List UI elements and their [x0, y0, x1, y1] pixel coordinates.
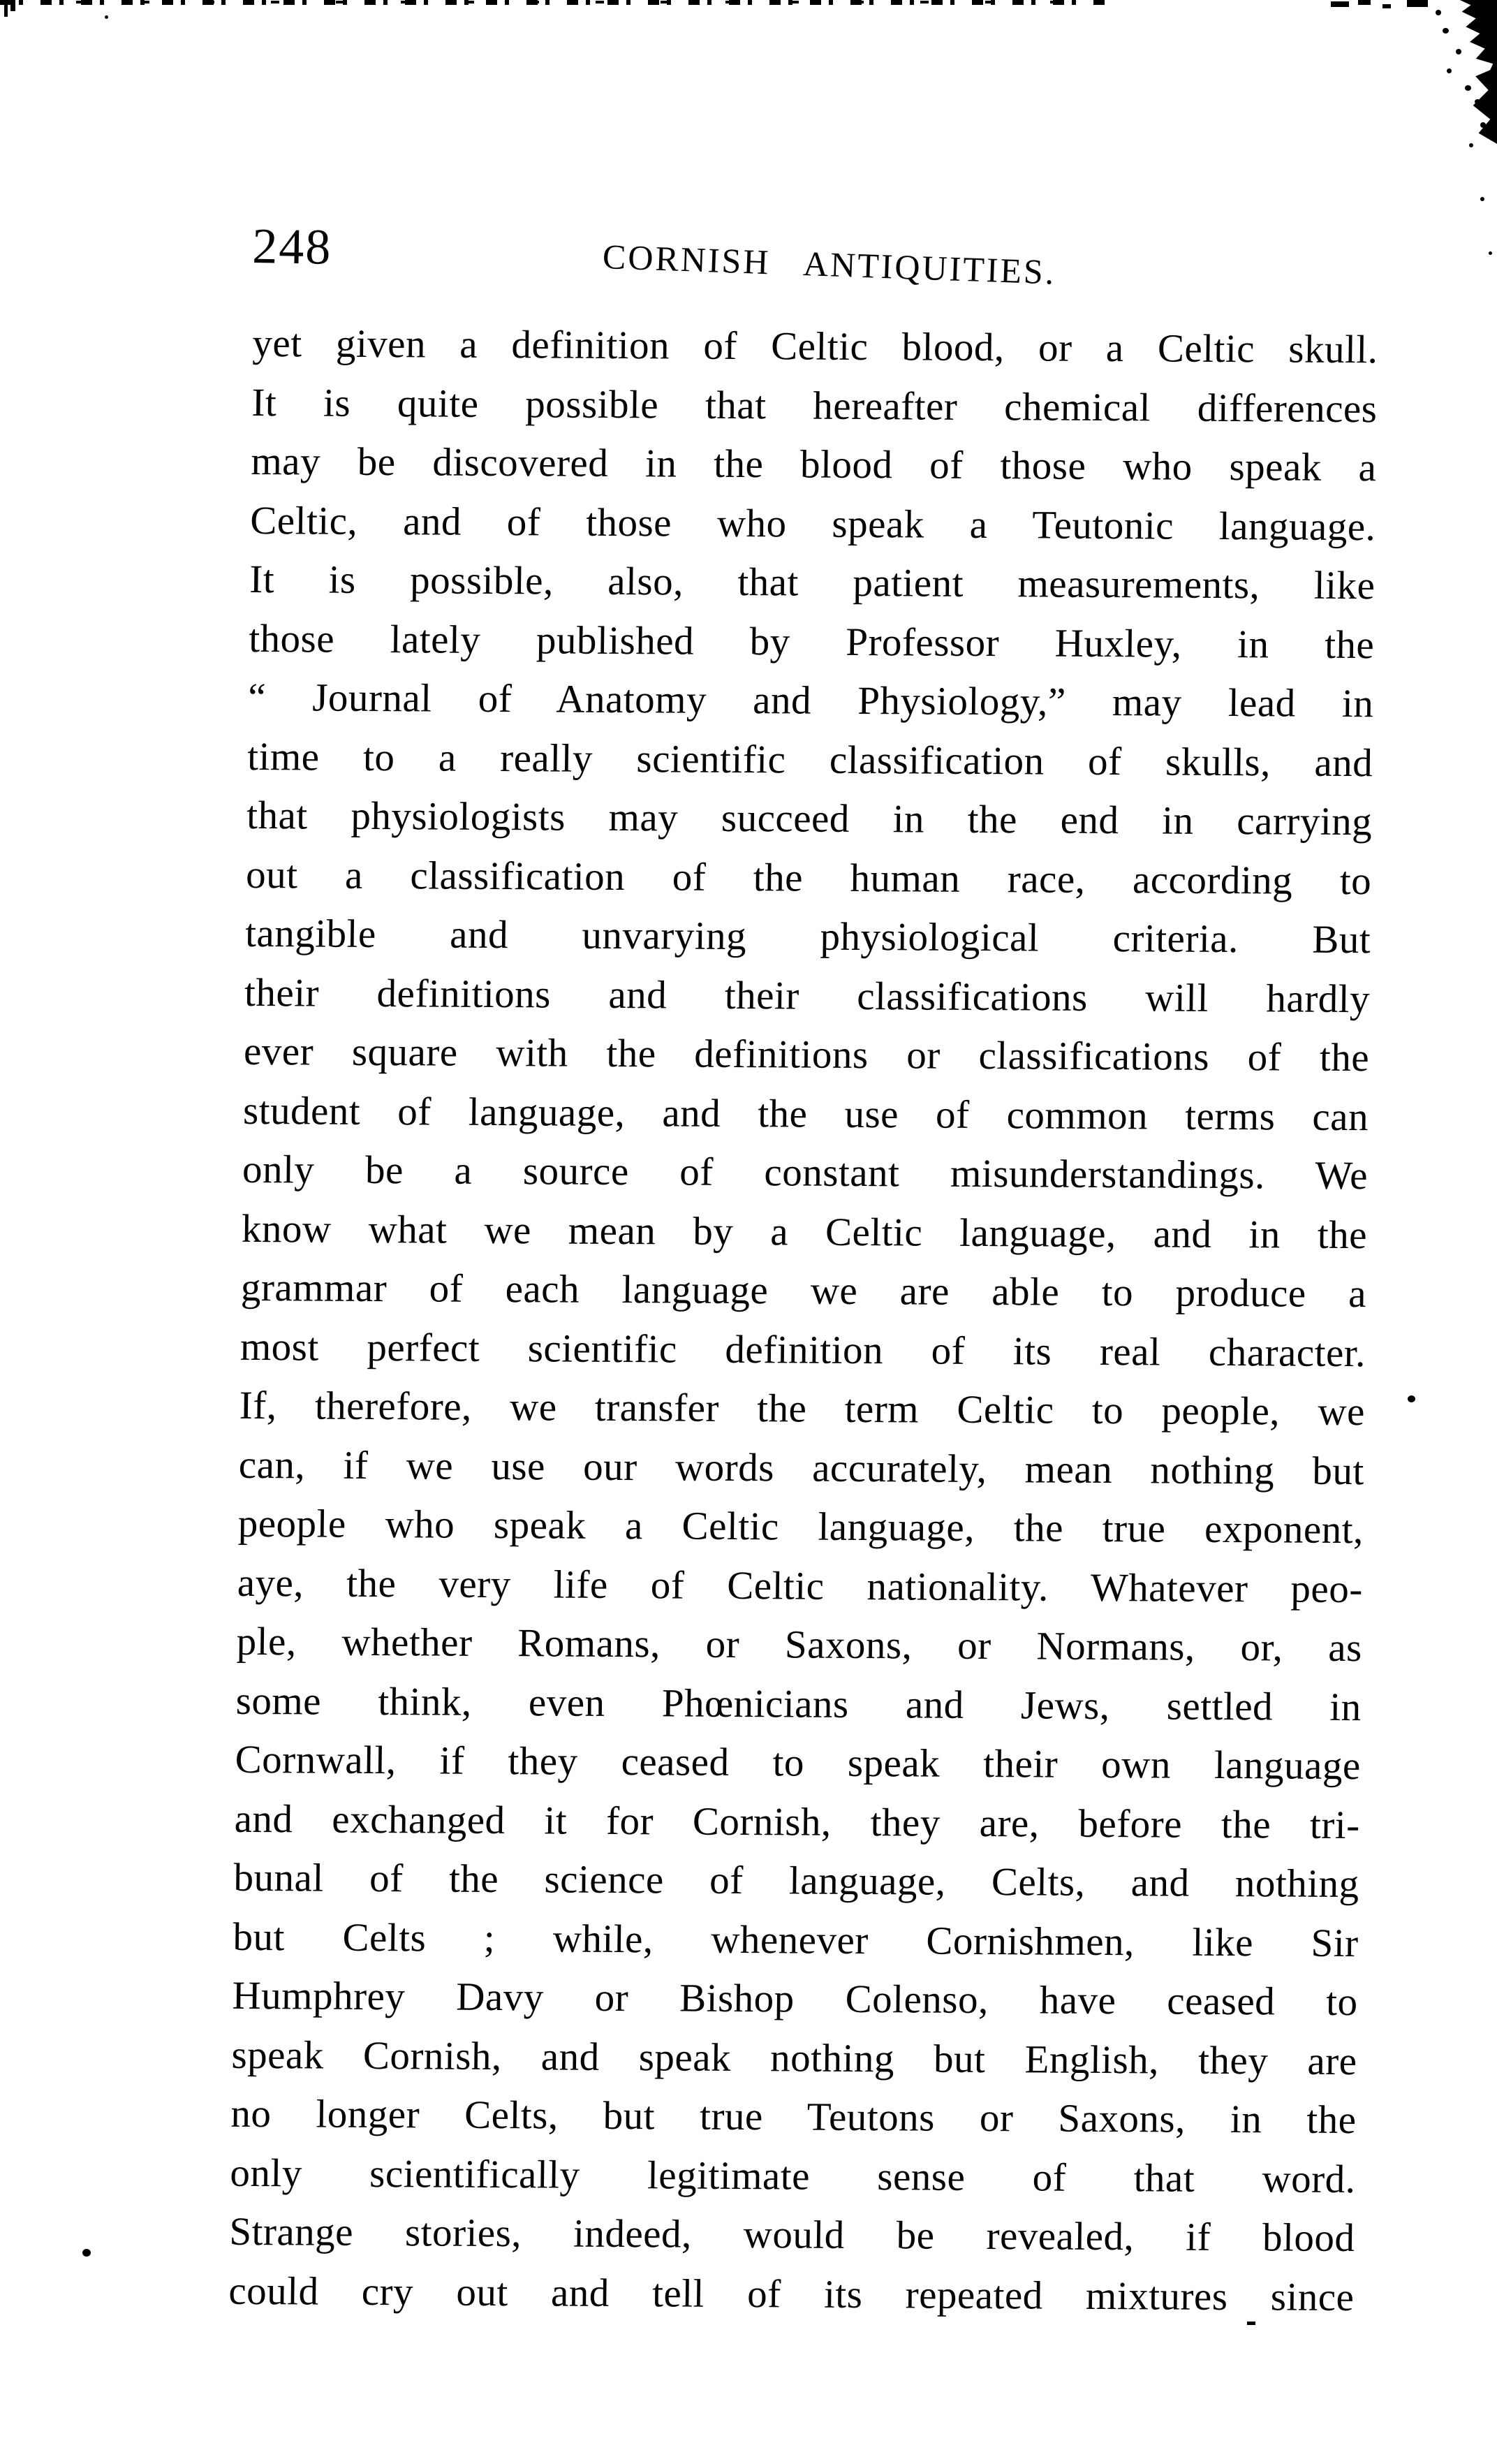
- scan-speck: [1407, 0, 1428, 7]
- text-line: time to a really scientific classification of skulls, and: [246, 734, 1373, 785]
- text-line: may be discovered in the blood of those who speak a: [251, 439, 1377, 490]
- scan-speck: [82, 2249, 91, 2257]
- scan-corner-blob-artifact: [1466, 67, 1497, 144]
- scan-speck: [1382, 4, 1391, 8]
- text-line: some think, even Phœnicians and Jews, settled in: [235, 1678, 1362, 1729]
- body-text: [228, 314, 1378, 2327]
- text-line: student of language, and the use of common terms can: [242, 1088, 1369, 1139]
- text-line: tangible and unvarying physiological criteria. But: [244, 911, 1371, 962]
- text-line: Celtic, and of those who speak a Teutonic language.: [250, 498, 1376, 549]
- scan-speck: [1480, 122, 1486, 128]
- text-line: only be a source of constant misunderstandings. We: [242, 1147, 1369, 1198]
- text-line: ever square with the definitions or classifications of the: [243, 1029, 1370, 1080]
- text-line: most perfect scientific definition of its real character.: [239, 1324, 1366, 1375]
- scan-speck: [1456, 49, 1461, 54]
- scan-speck: [1475, 99, 1480, 104]
- text-line: out a classification of the human race, according to: [245, 852, 1372, 903]
- text-line: but Celts ; while, whenever Cornishmen, like Sir: [233, 1914, 1359, 1965]
- text-line: those lately published by Professor Huxley, in the: [248, 616, 1375, 667]
- scan-speck: [10, 0, 15, 11]
- text-line: can, if we use our words accurately, mean nothing but: [238, 1442, 1365, 1493]
- text-line: that physiologists may succeed in the end in carrying: [246, 793, 1373, 844]
- scan-speck: [1331, 1, 1349, 7]
- text-line: could cry out and tell of its repeated mixtures since: [228, 2268, 1355, 2319]
- text-line: Humphrey Davy or Bishop Colenso, have ceased to: [232, 1973, 1358, 2025]
- text-line: know what we mean by a Celtic language, and in the: [241, 1206, 1368, 1257]
- text-line: no longer Celts, but true Teutons or Saxons, in the: [230, 2091, 1357, 2143]
- scan-speck: [1484, 133, 1489, 137]
- running-title: CORNISH ANTIQUITIES.: [602, 237, 1057, 292]
- scan-speck: [105, 15, 108, 19]
- text-line: If, therefore, we transfer the term Celtic to people, we: [239, 1383, 1366, 1435]
- scan-speck: [1480, 197, 1484, 201]
- text-line: Strange stories, indeed, would be revealed, if blood: [229, 2209, 1355, 2261]
- text-line: speak Cornish, and speak nothing but English, they are: [231, 2032, 1357, 2083]
- text-line: their definitions and their classifications will hardly: [244, 970, 1371, 1021]
- text-line: and exchanged it for Cornish, they are, before the tri-: [234, 1796, 1361, 1847]
- text-line: Cornwall, if they ceased to speak their own language: [235, 1737, 1362, 1789]
- text-line: only scientifically legitimate sense of that word.: [230, 2150, 1356, 2201]
- text-line: bunal of the science of language, Celts, and nothing: [233, 1855, 1360, 1907]
- scan-top-edge-artifact: [49, 1, 1068, 3]
- scan-speck: [1469, 143, 1473, 147]
- scan-speck: [1465, 85, 1471, 91]
- text-line: It is possible, also, that patient measurements, like: [249, 557, 1376, 608]
- scan-speck: [1436, 10, 1441, 15]
- text-line: ple, whether Romans, or Saxons, or Normans, or, as: [236, 1619, 1363, 1671]
- text-line: grammar of each language we are able to produce a: [240, 1265, 1367, 1317]
- scan-speck: [1443, 28, 1449, 34]
- text-line: It is quite possible that hereafter chemical differences: [251, 380, 1378, 431]
- scan-speck: [1408, 1395, 1415, 1402]
- text-line: yet given a definition of Celtic blood, or a Celtic skull.: [252, 321, 1378, 372]
- text-line: people who speak a Celtic language, the true exponent,: [237, 1501, 1364, 1553]
- page-number: 248: [251, 218, 333, 275]
- scan-speck: [1358, 0, 1371, 5]
- scan-speck: [1489, 251, 1492, 255]
- scan-speck: [1447, 68, 1452, 73]
- text-line: aye, the very life of Celtic nationality. Whatever peo-: [237, 1560, 1364, 1611]
- text-line: “ Journal of Anatomy and Physiology,” may lead in: [247, 675, 1374, 726]
- scan-speck: [4, 0, 8, 17]
